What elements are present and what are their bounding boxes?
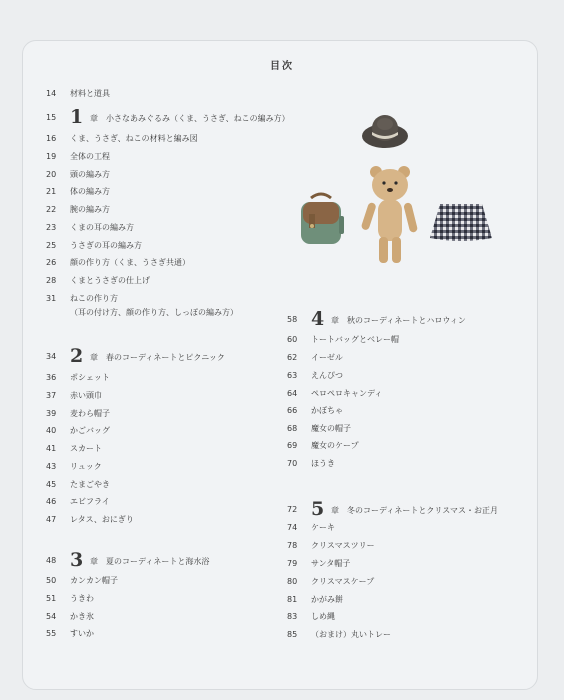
item-title: 魔女のケープ [311, 441, 359, 450]
chapter-title: 夏のコーディネートと海水浴 [106, 557, 210, 566]
item-title: かき氷 [70, 612, 94, 621]
chapter-number: 4 [311, 308, 325, 330]
chapter-number: 3 [70, 549, 84, 571]
chapter-title: 春のコーディネートとピクニック [106, 353, 225, 362]
item-title: 全体の工程 [70, 152, 110, 161]
chapter-title: 小さなあみぐるみ（くま、うさぎ、ねこの編み方） [106, 114, 290, 123]
item-title: カンカン帽子 [70, 576, 118, 585]
page-number: 64 [287, 389, 298, 398]
item-title: ポシェット [70, 373, 110, 382]
item-title: 麦わら帽子 [70, 409, 110, 418]
item-title: 顔の作り方（くま、うさぎ共通） [70, 258, 190, 267]
item-title: エビフライ [70, 497, 110, 506]
item-title: 腕の編み方 [70, 205, 110, 214]
item-title: すいか [70, 629, 94, 638]
item-title: （おまけ）丸いトレー [311, 630, 391, 639]
page-number: 68 [287, 424, 298, 433]
item-title: ねこの作り方 [70, 294, 118, 303]
item-title: くまとうさぎの仕上げ [70, 276, 150, 285]
chapter-label: 章 [331, 506, 339, 515]
backpack-photo [293, 192, 349, 246]
item-title: かぼちゃ [311, 406, 343, 415]
item-title: クリスマスケープ [311, 577, 375, 586]
page-number: 20 [46, 170, 57, 179]
page-number: 26 [46, 258, 57, 267]
item-title: 体の編み方 [70, 187, 110, 196]
page-number: 54 [46, 612, 57, 621]
item-title: クリスマスツリー [311, 541, 375, 550]
page-number: 21 [46, 187, 57, 196]
gingham-skirt-photo [428, 200, 494, 242]
page-number: 16 [46, 134, 57, 143]
item-title: 赤い頭巾 [70, 391, 102, 400]
toc-subitem: （耳の付け方、顔の作り方、しっぽの編み方） [70, 308, 238, 317]
page-number: 46 [46, 497, 57, 506]
page-number: 43 [46, 462, 57, 471]
item-title: 材料と道具 [70, 89, 110, 98]
page-number: 58 [287, 315, 298, 324]
page-number: 62 [287, 353, 298, 362]
page-number: 81 [287, 595, 298, 604]
page-number: 19 [46, 152, 57, 161]
page-number: 41 [46, 444, 57, 453]
item-title: スカート [70, 444, 102, 453]
item-title: えんぴつ [311, 371, 343, 380]
page-number: 37 [46, 391, 57, 400]
item-title: 頭の編み方 [70, 170, 110, 179]
page-number: 39 [46, 409, 57, 418]
page-number: 72 [287, 505, 298, 514]
chapter-label: 章 [90, 353, 98, 362]
page-number: 80 [287, 577, 298, 586]
item-title: ペロペロキャンディ [311, 389, 383, 398]
hat-photo [360, 110, 410, 150]
page-number: 60 [287, 335, 298, 344]
page-number: 15 [46, 113, 57, 122]
item-title: 魔女の帽子 [311, 424, 351, 433]
item-title: トートバッグとベレー帽 [311, 335, 399, 344]
chapter-number: 5 [311, 498, 325, 520]
page-number: 47 [46, 515, 57, 524]
page-number: 14 [46, 89, 57, 98]
item-title: サンタ帽子 [311, 559, 351, 568]
page-number: 55 [46, 629, 57, 638]
item-title: レタス、おにぎり [70, 515, 134, 524]
page-number: 51 [46, 594, 57, 603]
page-number: 66 [287, 406, 298, 415]
page-number: 31 [46, 294, 57, 303]
chapter-label: 章 [331, 316, 339, 325]
item-title: くま、うさぎ、ねこの材料と編み図 [70, 134, 198, 143]
item-title: たまごやき [70, 480, 110, 489]
item-title: かごバッグ [70, 426, 110, 435]
page-number: 45 [46, 480, 57, 489]
page-number: 23 [46, 223, 57, 232]
page-number: 63 [287, 371, 298, 380]
bear-doll-photo [360, 163, 422, 268]
page-number: 85 [287, 630, 298, 639]
chapter-number: 2 [70, 345, 84, 367]
page-number: 50 [46, 576, 57, 585]
page-number: 79 [287, 559, 298, 568]
page-number: 83 [287, 612, 298, 621]
page-number: 69 [287, 441, 298, 450]
page-number: 74 [287, 523, 298, 532]
item-title: かがみ餅 [311, 595, 343, 604]
item-title: しめ縄 [311, 612, 335, 621]
page-title: 目次 [270, 61, 294, 72]
page-number: 25 [46, 241, 57, 250]
item-title: くまの耳の編み方 [70, 223, 134, 232]
page-number: 48 [46, 556, 57, 565]
page-number: 34 [46, 352, 57, 361]
item-title: ほうき [311, 459, 335, 468]
chapter-title: 冬のコーディネートとクリスマス・お正月 [347, 506, 499, 515]
page-number: 40 [46, 426, 57, 435]
page-number: 36 [46, 373, 57, 382]
item-title: ケーキ [311, 523, 335, 532]
item-title: イーゼル [311, 353, 343, 362]
item-title: うきわ [70, 594, 94, 603]
page-number: 22 [46, 205, 57, 214]
chapter-title: 秋のコーディネートとハロウィン [347, 316, 466, 325]
page-number: 28 [46, 276, 57, 285]
chapter-number: 1 [70, 106, 84, 128]
page-number: 78 [287, 541, 298, 550]
chapter-label: 章 [90, 114, 98, 123]
chapter-label: 章 [90, 557, 98, 566]
item-title: うさぎの耳の編み方 [70, 241, 142, 250]
page-number: 70 [287, 459, 298, 468]
item-title: リュック [70, 462, 102, 471]
